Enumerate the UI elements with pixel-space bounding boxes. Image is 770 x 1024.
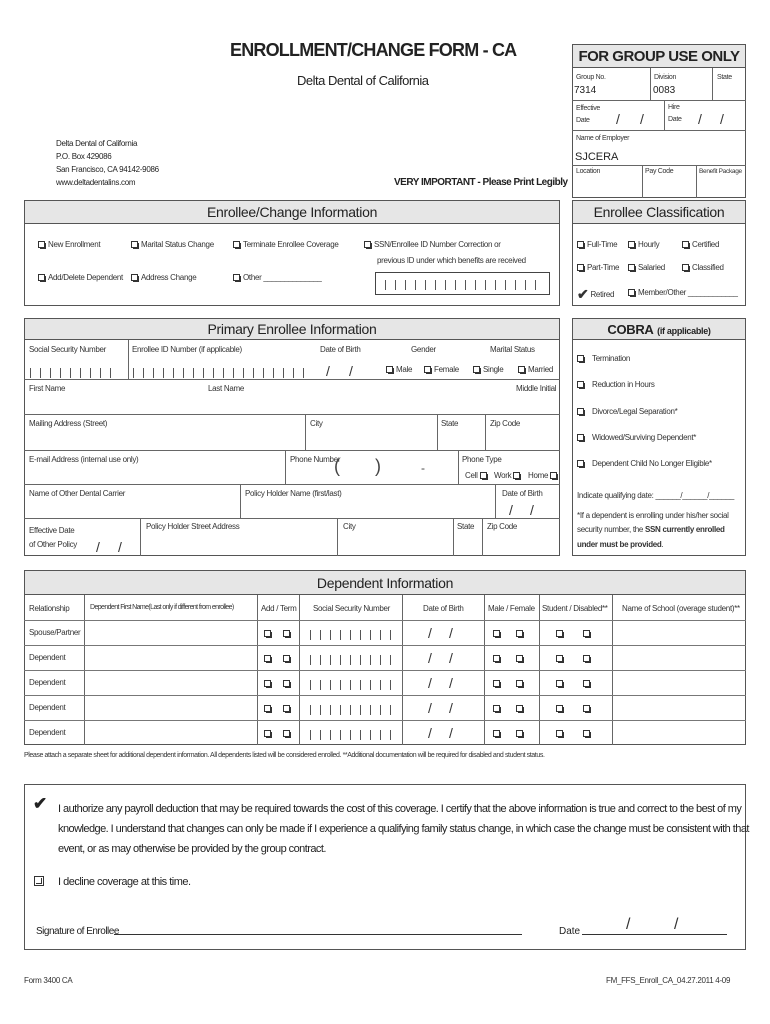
work-checkbox[interactable] xyxy=(494,471,523,480)
date-slash: / xyxy=(428,700,432,716)
checkbox-icon xyxy=(264,680,271,687)
cobra-termination-checkbox[interactable] xyxy=(577,354,630,363)
checkbox-icon xyxy=(283,630,290,637)
cobra-child-checkbox[interactable] xyxy=(577,459,712,468)
checkbox-icon xyxy=(516,680,523,687)
dependent-footnote: Please attach a separate sheet for additional dependent information. All dependents listed will be considered enrolled. **Additional documentation will be required for disabled and student status. xyxy=(24,752,545,759)
female-checkbox[interactable] xyxy=(516,728,526,738)
checkbox-icon xyxy=(473,366,480,373)
hourly-checkbox[interactable] xyxy=(628,240,659,249)
checkbox-icon xyxy=(577,381,584,388)
benefit-package-label: Benefit Package xyxy=(699,168,742,175)
checkbox-icon xyxy=(583,730,590,737)
effective-label: Effective xyxy=(576,105,601,112)
authorize-text xyxy=(58,799,749,859)
checkbox-icon xyxy=(493,630,500,637)
group-no-value: 7314 xyxy=(574,85,597,96)
checkbox-icon xyxy=(264,705,271,712)
checkbox-icon xyxy=(516,630,523,637)
checkbox-icon xyxy=(628,264,635,271)
address-line: P.O. Box 429086 xyxy=(56,152,112,161)
dependent-ssn-field[interactable] xyxy=(310,705,394,715)
date-slash: / xyxy=(326,363,330,379)
work-label: Work xyxy=(494,471,512,480)
cobra-title: COBRA xyxy=(607,322,654,337)
col-relationship: Relationship xyxy=(29,604,70,613)
address-change-label: Address Change xyxy=(141,273,197,282)
phone-field[interactable]: ( ) - xyxy=(334,456,426,476)
date-slash: / xyxy=(698,111,702,127)
cobra-title-note: (if applicable) xyxy=(657,326,711,336)
cobra-note-bold: under must be provided xyxy=(577,540,662,549)
signature-date-line[interactable] xyxy=(582,934,727,935)
holder-state-label: State xyxy=(457,522,475,531)
ssn-correction-label: SSN/Enrollee ID Number Correction or xyxy=(374,240,501,249)
holder-zip-label: Zip Code xyxy=(487,522,518,531)
add-checkbox[interactable] xyxy=(264,653,274,663)
part-time-checkbox[interactable] xyxy=(577,263,619,272)
checkbox-icon xyxy=(283,680,290,687)
checkbox-icon xyxy=(682,264,689,271)
date-slash: / xyxy=(640,111,644,127)
dependent-ssn-field[interactable] xyxy=(310,730,394,740)
checkbox-icon xyxy=(556,730,563,737)
single-label: Single xyxy=(483,365,504,374)
cobra-title-bar xyxy=(572,318,746,340)
male-label: Male xyxy=(396,365,413,374)
relationship-cell: Dependent xyxy=(29,703,66,712)
disabled-checkbox[interactable] xyxy=(583,653,593,663)
cobra-item-label: Divorce/Legal Separation* xyxy=(592,407,678,416)
address-line: San Francisco, CA 94142-9086 xyxy=(56,165,159,174)
checkbox-icon xyxy=(131,241,138,248)
checkbox-icon xyxy=(518,366,525,373)
female-checkbox[interactable] xyxy=(516,678,526,688)
signature-line[interactable] xyxy=(114,934,522,935)
terminate-coverage-checkbox[interactable] xyxy=(233,240,339,249)
retired-label: Retired xyxy=(590,290,615,299)
term-checkbox[interactable] xyxy=(283,678,293,688)
holder-city-label: City xyxy=(343,522,356,531)
checkbox-icon xyxy=(233,274,240,281)
paycode-label: Pay Code xyxy=(645,168,674,175)
checkbox-icon xyxy=(424,366,431,373)
checkbox-icon xyxy=(516,655,523,662)
street-label: Mailing Address (Street) xyxy=(29,419,108,428)
location-label: Location xyxy=(576,168,601,175)
female-checkbox[interactable] xyxy=(516,703,526,713)
checkbox-icon xyxy=(516,730,523,737)
col-ssn: Social Security Number xyxy=(313,604,390,613)
date-slash: / xyxy=(349,363,353,379)
authorize-line: knowledge. I understand that changes can only be made if I experience a qualifying family status change, in which case the change must be consistent with that xyxy=(58,823,749,835)
date-slash: / xyxy=(428,625,432,641)
date-slash: / xyxy=(428,650,432,666)
qualifying-date-field[interactable]: Indicate qualifying date: ______/______/______ xyxy=(577,491,735,500)
disabled-checkbox[interactable] xyxy=(583,703,593,713)
cobra-divorce-checkbox[interactable] xyxy=(577,407,677,416)
date-slash: / xyxy=(616,111,620,127)
male-checkbox[interactable] xyxy=(493,653,503,663)
effective-date-label: Date xyxy=(576,117,590,124)
group-use-title: FOR GROUP USE ONLY xyxy=(573,45,745,68)
married-label: Married xyxy=(528,365,554,374)
col-school: Name of School (overage student)** xyxy=(622,604,740,613)
member-other-label: Member/Other ____________ xyxy=(638,288,738,297)
hire-date-label: Date xyxy=(668,116,682,123)
checkbox-icon xyxy=(493,705,500,712)
enrollee-id-label: Enrollee ID Number (if applicable) xyxy=(132,345,242,354)
checkbox-icon xyxy=(550,472,557,479)
date-slash: / xyxy=(449,700,453,716)
student-checkbox[interactable] xyxy=(556,628,566,638)
zip-label: Zip Code xyxy=(490,419,521,428)
term-checkbox[interactable] xyxy=(283,628,293,638)
hire-label: Hire xyxy=(668,104,680,111)
city-label: City xyxy=(310,419,323,428)
checkbox-icon xyxy=(233,241,240,248)
male-checkbox[interactable] xyxy=(493,728,503,738)
member-other-checkbox[interactable] xyxy=(628,288,738,297)
term-checkbox[interactable] xyxy=(283,728,293,738)
enrollee-change-title: Enrollee/Change Information xyxy=(24,200,560,224)
checkbox-icon xyxy=(577,264,584,271)
new-enrollment-label: New Enrollment xyxy=(48,240,101,249)
mailing-address xyxy=(56,137,159,189)
checkbox-icon xyxy=(577,460,584,467)
home-label: Home xyxy=(528,471,549,480)
date-slash: / xyxy=(118,539,122,555)
full-time-label: Full-Time xyxy=(587,240,618,249)
date-slash: / xyxy=(449,725,453,741)
checkbox-icon xyxy=(264,730,271,737)
cobra-note-line2 xyxy=(577,525,725,534)
date-slash: / xyxy=(720,111,724,127)
add-checkbox[interactable] xyxy=(264,728,274,738)
checkbox-icon xyxy=(583,655,590,662)
certified-label: Certified xyxy=(692,240,720,249)
full-time-checkbox[interactable] xyxy=(577,240,617,249)
checkbox-icon xyxy=(556,705,563,712)
relationship-cell: Dependent xyxy=(29,728,66,737)
date-slash: / xyxy=(449,625,453,641)
checkbox-icon xyxy=(283,655,290,662)
relationship-cell: Spouse/Partner xyxy=(29,628,81,637)
date-slash: / xyxy=(530,502,534,518)
male-checkbox[interactable] xyxy=(493,678,503,688)
dependent-ssn-field[interactable] xyxy=(310,630,394,640)
cobra-item-label: Dependent Child No Longer Eligible* xyxy=(592,459,712,468)
cobra-note-text: security number, the xyxy=(577,525,645,534)
checkbox-icon xyxy=(577,408,584,415)
cell-checkbox[interactable] xyxy=(465,471,490,480)
decline-checkbox[interactable] xyxy=(34,876,47,887)
checkbox-icon xyxy=(264,630,271,637)
classified-label: Classified xyxy=(692,263,724,272)
form-title: ENROLLMENT/CHANGE FORM - CA xyxy=(230,40,517,60)
checkbox-icon xyxy=(38,241,45,248)
cell-label: Cell xyxy=(465,471,478,480)
add-delete-dependent-checkbox[interactable] xyxy=(38,273,123,282)
authorize-line: event, or as may otherwise be provided by the group contract. xyxy=(58,843,326,855)
col-first-name: Dependent First Name(Last only if different from enrollee) xyxy=(90,604,234,611)
student-checkbox[interactable] xyxy=(556,728,566,738)
checkbox-icon xyxy=(480,472,487,479)
married-checkbox[interactable] xyxy=(518,365,553,374)
checkbox-icon xyxy=(628,289,635,296)
checkbox-icon xyxy=(628,241,635,248)
female-checkbox[interactable] xyxy=(516,653,526,663)
date-slash: / xyxy=(449,675,453,691)
disabled-checkbox[interactable] xyxy=(583,728,593,738)
retired-checkbox[interactable] xyxy=(577,286,614,303)
classified-checkbox[interactable] xyxy=(682,263,724,272)
email-label: E-mail Address (internal use only) xyxy=(29,455,139,464)
checkbox-icon xyxy=(577,434,584,441)
dependent-title: Dependent Information xyxy=(24,570,746,595)
female-label: Female xyxy=(434,365,459,374)
authorize-checkbox[interactable]: ✔ xyxy=(33,794,48,813)
cobra-item-label: Reduction in Hours xyxy=(592,380,655,389)
male-checkbox[interactable] xyxy=(386,365,412,374)
other-change-label: Other ______________ xyxy=(243,273,322,282)
date-slash: / xyxy=(449,650,453,666)
state-label-primary: State xyxy=(441,419,459,428)
division-value: 0083 xyxy=(653,85,676,96)
relationship-cell: Dependent xyxy=(29,678,66,687)
checkbox-icon xyxy=(34,876,44,886)
primary-enrollee-title: Primary Enrollee Information xyxy=(24,318,560,340)
hourly-label: Hourly xyxy=(638,240,660,249)
checkbox-icon xyxy=(386,366,393,373)
ssn-correction-label-2: previous ID under which benefits are received xyxy=(377,256,526,265)
checkbox-icon xyxy=(682,241,689,248)
state-label: State xyxy=(717,74,732,81)
add-delete-dependent-label: Add/Delete Dependent xyxy=(48,273,123,282)
checkbox-icon xyxy=(38,274,45,281)
enrollee-id-field[interactable] xyxy=(133,368,305,378)
checkmark-icon: ✔ xyxy=(577,286,589,302)
date-slash: / xyxy=(509,502,513,518)
authorize-line: I authorize any payroll deduction that may be required towards the cost of this coverage. I certify that the above information is true and correct to the best of my xyxy=(58,803,742,815)
date-slash: / xyxy=(674,916,679,933)
cobra-note-line3 xyxy=(577,540,663,549)
ssn-label: Social Security Number xyxy=(29,345,106,354)
col-dob: Date of Birth xyxy=(423,604,464,613)
cobra-item-label: Termination xyxy=(592,354,631,363)
form-code: FM_FFS_Enroll_CA_04.27.2011 4-09 xyxy=(606,976,731,985)
group-no-label: Group No. xyxy=(576,74,606,81)
student-checkbox[interactable] xyxy=(556,653,566,663)
date-slash: / xyxy=(96,539,100,555)
phone-type-label: Phone Type xyxy=(462,455,502,464)
checkbox-icon xyxy=(516,705,523,712)
date-slash: / xyxy=(428,675,432,691)
date-slash: / xyxy=(626,916,631,933)
checkbox-icon xyxy=(493,730,500,737)
address-line: www.deltadentalins.com xyxy=(56,178,136,187)
term-checkbox[interactable] xyxy=(283,703,293,713)
term-checkbox[interactable] xyxy=(283,653,293,663)
holder-street-label: Policy Holder Street Address xyxy=(146,522,240,531)
cobra-widowed-checkbox[interactable] xyxy=(577,433,696,442)
policy-dob-label: Date of Birth xyxy=(502,489,543,498)
checkbox-icon xyxy=(264,655,271,662)
disabled-checkbox[interactable] xyxy=(583,678,593,688)
add-checkbox[interactable] xyxy=(264,678,274,688)
dependent-ssn-field[interactable] xyxy=(310,655,394,665)
decline-label: I decline coverage at this time. xyxy=(58,876,191,888)
salaried-label: Salaried xyxy=(638,263,665,272)
form-subtitle: Delta Dental of California xyxy=(297,73,429,88)
middle-initial-label: Middle Initial xyxy=(516,384,557,393)
col-student: Student / Disabled** xyxy=(542,604,608,613)
checkbox-icon xyxy=(583,680,590,687)
checkbox-icon xyxy=(583,630,590,637)
form-number: Form 3400 CA xyxy=(24,976,73,985)
employer-label: Name of Employer xyxy=(576,135,630,142)
dob-label: Date of Birth xyxy=(320,345,361,354)
marital-label: Marital Status xyxy=(490,345,535,354)
checkbox-icon xyxy=(283,705,290,712)
first-name-label: First Name xyxy=(29,384,66,393)
dependent-ssn-field[interactable] xyxy=(310,680,394,690)
add-checkbox[interactable] xyxy=(264,703,274,713)
marital-status-checkbox[interactable] xyxy=(131,240,214,249)
female-checkbox[interactable] xyxy=(424,365,459,374)
marital-status-label: Marital Status Change xyxy=(141,240,214,249)
other-change-checkbox[interactable] xyxy=(233,273,322,282)
signature-label: Signature of Enrollee xyxy=(36,926,119,937)
ssn-correction-checkbox[interactable] xyxy=(364,240,501,249)
terminate-coverage-label: Terminate Enrollee Coverage xyxy=(243,240,339,249)
phone-label: Phone Number xyxy=(290,455,341,464)
checkbox-icon xyxy=(556,655,563,662)
employer-value: SJCERA xyxy=(575,151,619,163)
division-label: Division xyxy=(654,74,677,81)
checkbox-icon xyxy=(577,355,584,362)
female-checkbox[interactable] xyxy=(516,628,526,638)
disabled-checkbox[interactable] xyxy=(583,628,593,638)
new-enrollment-checkbox[interactable] xyxy=(38,240,100,249)
add-checkbox[interactable] xyxy=(264,628,274,638)
student-checkbox[interactable] xyxy=(556,678,566,688)
classification-title: Enrollee Classification xyxy=(572,200,746,224)
policy-holder-label: Policy Holder Name (first/last) xyxy=(245,489,342,498)
checkbox-icon xyxy=(283,730,290,737)
certified-checkbox[interactable] xyxy=(682,240,719,249)
single-checkbox[interactable] xyxy=(473,365,503,374)
address-change-checkbox[interactable] xyxy=(131,273,196,282)
checkbox-icon xyxy=(556,680,563,687)
important-note: VERY IMPORTANT - Please Print Legibly xyxy=(394,177,568,188)
checkbox-icon xyxy=(493,680,500,687)
cobra-note: *If a dependent is enrolling under his/her social xyxy=(577,511,729,520)
effective-date-label: Effective Date xyxy=(29,526,75,535)
cobra-reduction-checkbox[interactable] xyxy=(577,380,655,389)
other-carrier-label: Name of Other Dental Carrier xyxy=(29,489,126,498)
cobra-item-label: Widowed/Surviving Dependent* xyxy=(592,433,697,442)
gender-label: Gender xyxy=(411,345,436,354)
checkbox-icon xyxy=(556,630,563,637)
checkbox-icon xyxy=(131,274,138,281)
date-slash: / xyxy=(428,725,432,741)
checkbox-icon xyxy=(577,241,584,248)
checkbox-icon xyxy=(364,241,371,248)
last-name-label: Last Name xyxy=(208,384,244,393)
col-add-term: Add / Term xyxy=(261,604,297,613)
relationship-cell: Dependent xyxy=(29,653,66,662)
checkbox-icon xyxy=(583,705,590,712)
checkbox-icon xyxy=(493,655,500,662)
ssn-field[interactable] xyxy=(30,368,120,378)
part-time-label: Part-Time xyxy=(587,263,620,272)
student-checkbox[interactable] xyxy=(556,703,566,713)
home-checkbox[interactable] xyxy=(528,471,560,480)
male-checkbox[interactable] xyxy=(493,628,503,638)
effective-date-label-2: of Other Policy xyxy=(29,540,77,549)
date-label: Date xyxy=(559,926,581,937)
checkbox-icon xyxy=(513,472,520,479)
col-gender: Male / Female xyxy=(488,604,535,613)
address-line: Delta Dental of California xyxy=(56,139,138,148)
male-checkbox[interactable] xyxy=(493,703,503,713)
salaried-checkbox[interactable] xyxy=(628,263,665,272)
previous-id-ticks xyxy=(385,280,545,290)
cobra-note-period: . xyxy=(661,540,664,549)
cobra-note-bold: SSN currently enrolled xyxy=(644,525,725,534)
